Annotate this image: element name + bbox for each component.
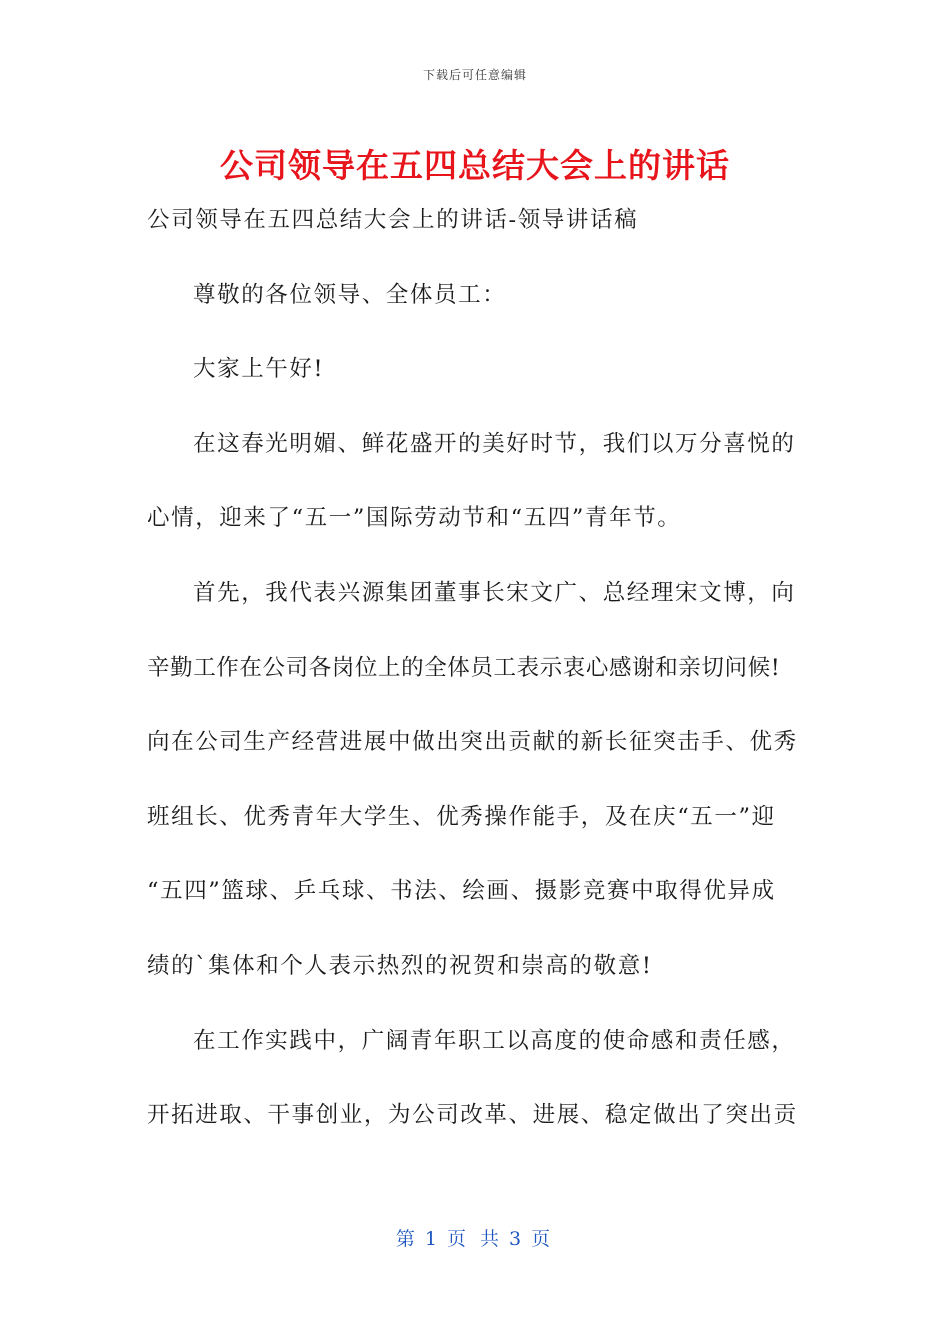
paragraph-line: 绩的`集体和个人表示热烈的祝贺和崇高的敬意! (147, 952, 653, 979)
paragraph-line: 向在公司生产经营进展中做出突出贡献的新长征突击手、优秀 (147, 729, 798, 756)
paragraph-line: 心情，迎来了“五一”国际劳动节和“五四”青年节。 (147, 505, 682, 532)
subtitle-line: 公司领导在五四总结大会上的讲话-领导讲话稿 (147, 207, 639, 233)
footer-middle: 页 共 (446, 1228, 504, 1250)
current-page-number: 1 (424, 1228, 441, 1250)
paragraph-line: 班组长、优秀青年大学生、优秀操作能手，及在庆“五一”迎 (147, 803, 776, 830)
paragraph-line: 在工作实践中，广阔青年职工以高度的使命感和责任感， (193, 1027, 796, 1054)
paragraph-line: 首先，我代表兴源集团董事长宋文广、总经理宋文博，向 (193, 579, 796, 606)
page-footer (0, 1224, 950, 1251)
paragraph-line: 辛勤工作在公司各岗位上的全体员工表示衷心感谢和亲切问候! (147, 654, 781, 681)
document-title: 公司领导在五四总结大会上的讲话 (220, 146, 730, 185)
salutation-line: 尊敬的各位领导、全体员工： (193, 281, 507, 308)
document-body (147, 196, 807, 1166)
total-pages-number: 3 (509, 1228, 526, 1250)
greeting-line: 大家上午好! (193, 356, 325, 383)
footer-suffix: 页 (531, 1228, 555, 1250)
paragraph-line: 在这春光明媚、鲜花盛开的美好时节，我们以万分喜悦的 (193, 430, 796, 457)
page-header-note: 下载后可任意编辑 (422, 68, 527, 82)
paragraph-line: 开拓进取、干事创业，为公司改革、进展、稳定做出了突出贡 (147, 1102, 798, 1129)
paragraph-line: “五四”篮球、乒乓球、书法、绘画、摄影竞赛中取得优异成 (147, 878, 776, 905)
footer-prefix: 第 (395, 1228, 419, 1250)
